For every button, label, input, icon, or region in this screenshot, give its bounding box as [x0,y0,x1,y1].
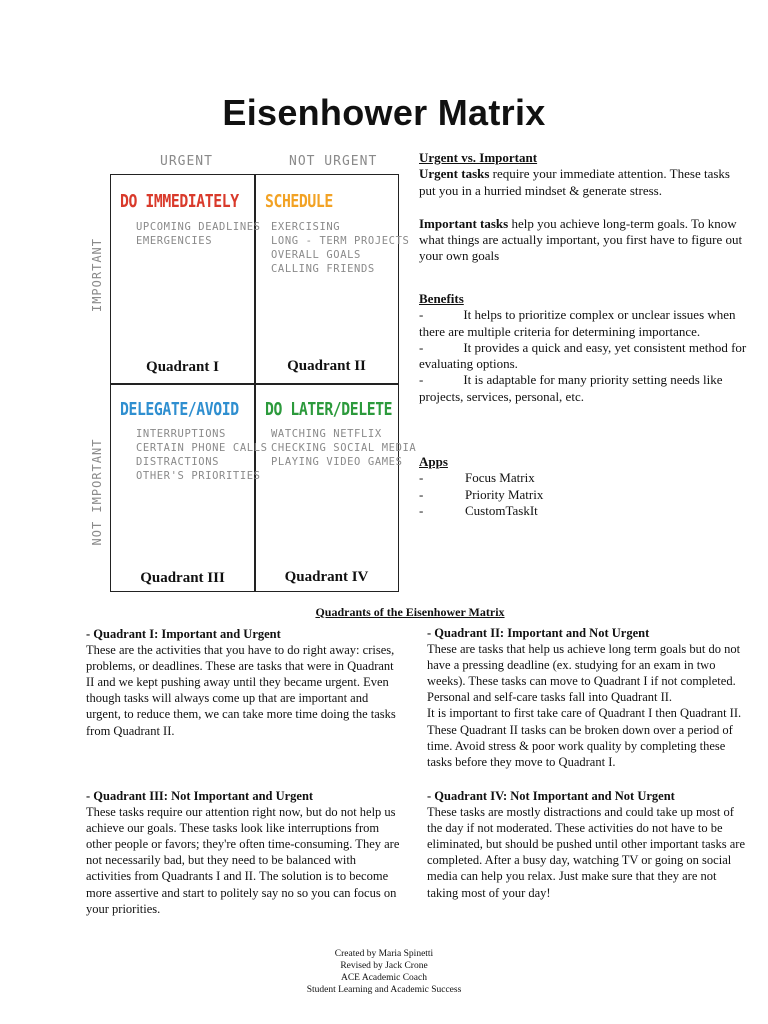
column-label-not-urgent: NOT URGENT [289,154,378,169]
quadrant-2-description-heading: - Quadrant II: Important and Not Urgent [427,626,650,640]
urgent-tasks-label: Urgent tasks [419,166,490,182]
app-item: - Priority Matrix [419,486,544,502]
footer-line: Created by Maria Spinetti [334,949,434,959]
quadrant-3-item: INTERRUPTIONS [136,428,226,440]
quadrant-2-name: Quadrant II [287,358,366,374]
quadrant-1-heading: DO IMMEDIATELY [120,191,239,212]
footer-line: ACE Academic Coach [340,973,427,983]
urgent-vs-important-section [419,150,749,265]
quadrant-2-items [271,220,409,276]
credits-footer [0,948,768,996]
quadrant-2-description-text: These are tasks that help us achieve long term goals but do not have a pressing deadline (ex. studying for an exam in two weeks). These tasks can move to Quadrant I if not completed. Personal and self-care tasks fall into Quadrant II. [427,642,741,705]
quadrant-4-item: WATCHING NETFLIX [271,428,382,440]
apps-heading: Apps [419,454,448,469]
quadrant-2-description [427,625,745,770]
quadrant-2-item: LONG - TERM PROJECTS [271,235,410,247]
quadrant-4-description [427,788,745,901]
quadrants-section-title: Quadrants of the Eisenhower Matrix [315,605,505,619]
quadrant-4-item: CHECKING SOCIAL MEDIA [271,442,417,454]
quadrant-2-heading: SCHEDULE [265,191,333,212]
quadrant-1-item: UPCOMING DEADLINES [136,221,261,233]
urgent-tasks-paragraph [419,166,749,199]
quadrant-3-description-text: These tasks require our attention right now, but do not help us achieve our goals. These tasks look like interruptions from other people or favors; they're often time-consuming. They are not necessarily bad, but they need to be balanced with activities from Quadrants I and II. The solution is to become more assertive and start to politely say no so you can focus on your priorities. [86,805,400,916]
important-tasks-text: help you achieve long-term goals. To know what things are actually important, you first have to figure out your own goals [419,215,743,264]
quadrant-1-item: EMERGENCIES [136,235,213,247]
quadrant-1-items [136,220,261,248]
quadrant-2-item: OVERALL GOALS [271,249,361,261]
benefits-heading: Benefits [419,291,464,306]
quadrant-3-items [136,427,268,483]
quadrant-2-item: EXERCISING [271,221,341,233]
quadrant-3-name: Quadrant III [140,570,225,586]
quadrant-4-description-text: These tasks are mostly distractions and could take up most of the day if not moderated. These activities do not have to be eliminated, but should be pushed until other important tasks are completed. After a busy day, watching TV or going on social media can help you relax. Just make sure that they are not taking most of your day! [427,805,745,900]
quadrant-3-description [86,788,404,917]
row-label-important: IMPORTANT [90,237,104,313]
quadrant-4-description-heading: - Quadrant IV: Not Important and Not Urgent [427,789,675,803]
quadrant-4-name: Quadrant IV [284,569,369,585]
quadrant-1-name: Quadrant I [146,359,219,375]
quadrant-1-description-text: These are the activities that you have to do right away: crises, problems, or deadlines. These are tasks that were in Quadrant II and we kept pushing away until they became urgent. Even though tasks will always come up that are important and urgent, to reduce them, we can take more time doing the tasks from Quadrant II. [86,643,396,738]
quadrant-1-description [86,626,404,739]
quadrant-2-description-text-2: It is important to first take care of Quadrant I then Quadrant II. These Quadrant II tasks can be broken down over a period of time. Avoid stress & poor work quality by completing these tasks before they move to Quadrant I. [427,706,742,769]
quadrant-3-item: DISTRACTIONS [136,456,220,468]
quadrant-3-item: CERTAIN PHONE CALLS [136,442,268,454]
quadrant-1-description-heading: - Quadrant I: Important and Urgent [86,627,281,641]
app-item: - CustomTaskIt [419,502,538,518]
benefit-item: - It provides a quick and easy, yet consistent method for evaluating options. [419,339,747,372]
benefit-item: - It helps to prioritize complex or unclear issues when there are multiple criteria for determining importance. [419,307,736,339]
important-tasks-label: Important tasks [419,215,509,231]
urgent-tasks-text: require your immediate attention. These tasks put you in a hurried mindset & generate stress. [419,166,730,198]
footer-line: Revised by Jack Crone [340,961,428,971]
row-label-not-important: NOT IMPORTANT [90,438,104,546]
app-item: - Focus Matrix [419,470,535,486]
urgent-vs-important-heading: Urgent vs. Important [419,150,538,165]
benefits-section [419,291,749,405]
footer-line: Student Learning and Academic Success [306,985,462,995]
quadrant-2-item: CALLING FRIENDS [271,263,375,275]
important-tasks-paragraph [419,216,749,265]
quadrant-4-heading: DO LATER/DELETE [265,399,393,420]
quadrant-3-description-heading: - Quadrant III: Not Important and Urgent [86,789,314,803]
page-title: Eisenhower Matrix [222,92,546,133]
quadrant-3-item: OTHER'S PRIORITIES [136,470,261,482]
benefit-item: - It is adaptable for many priority setting needs like projects, services, personal, etc. [419,372,723,404]
apps-section [419,454,749,519]
quadrant-4-item: PLAYING VIDEO GAMES [271,456,403,468]
quadrant-3-heading: DELEGATE/AVOID [120,399,239,420]
column-label-urgent: URGENT [160,154,213,169]
matrix-horizontal-divider [110,383,399,385]
quadrant-4-items [271,427,416,469]
